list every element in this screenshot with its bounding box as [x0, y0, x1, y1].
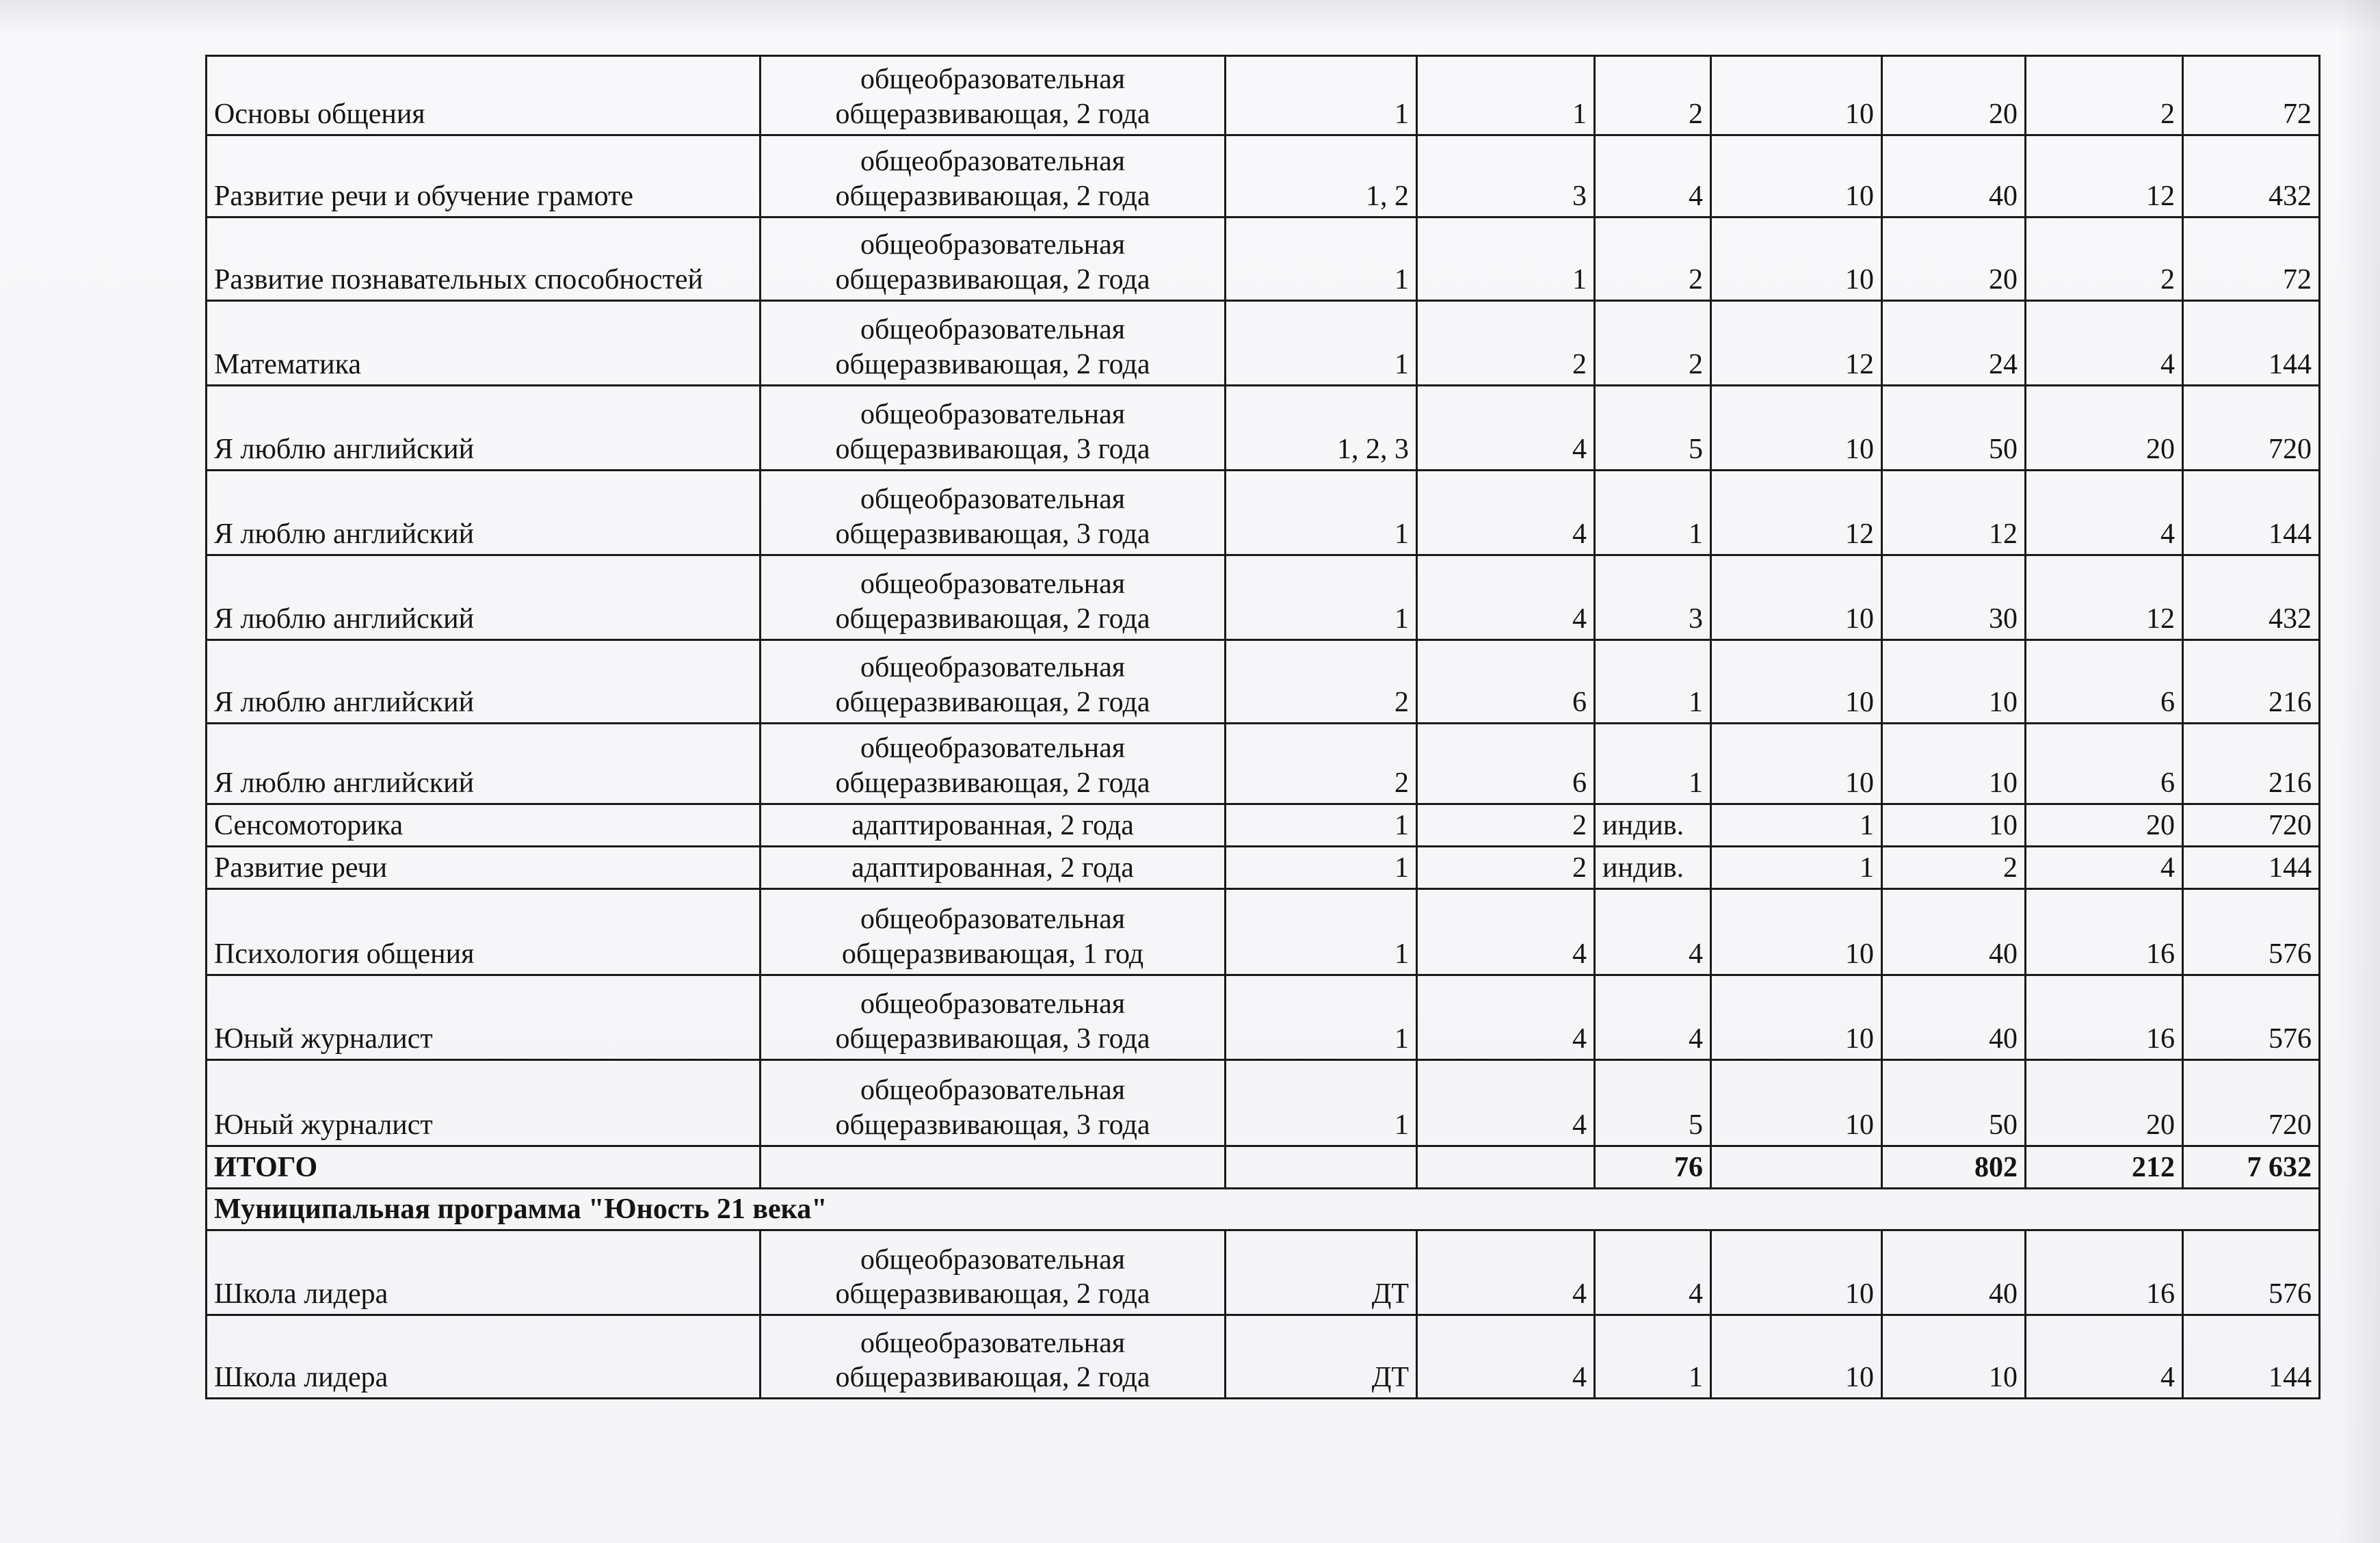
cell-col6: 20 [2026, 804, 2183, 847]
cell-col7: 144 [2183, 1315, 2320, 1399]
total-label: ИТОГО [207, 1146, 761, 1189]
program-type: общеобразовательная общеразвивающая, 2 года [761, 1315, 1226, 1399]
total-empty [761, 1146, 1226, 1189]
cell-col4: 10 [1711, 555, 1882, 640]
cell-col6: 4 [2026, 1315, 2183, 1399]
cell-col2: 1 [1417, 56, 1595, 135]
cell-col5: 50 [1882, 386, 2026, 471]
table-row [207, 724, 2320, 804]
cell-year: 1 [1226, 471, 1417, 555]
cell-col7: 720 [2183, 804, 2320, 847]
table-row [207, 1230, 2320, 1315]
table-row [207, 555, 2320, 640]
program-name: Сенсомоторика [207, 804, 761, 847]
total-col7: 7 632 [2183, 1146, 2320, 1189]
cell-col7: 216 [2183, 640, 2320, 724]
cell-col3: 1 [1595, 471, 1711, 555]
cell-col5: 2 [1882, 847, 2026, 889]
cell-col5: 20 [1882, 217, 2026, 301]
cell-col5: 10 [1882, 640, 2026, 724]
cell-year: 1 [1226, 804, 1417, 847]
cell-col7: 720 [2183, 1060, 2320, 1146]
cell-col5: 20 [1882, 56, 2026, 135]
cell-col2: 4 [1417, 1315, 1595, 1399]
cell-col4: 10 [1711, 386, 1882, 471]
cell-col6: 2 [2026, 56, 2183, 135]
scan-shadow-edge [2339, 0, 2380, 1543]
cell-col4: 10 [1711, 1230, 1882, 1315]
cell-col4: 10 [1711, 135, 1882, 217]
cell-year: 1 [1226, 217, 1417, 301]
table-row [207, 640, 2320, 724]
cell-col2: 4 [1417, 386, 1595, 471]
cell-col6: 2 [2026, 217, 2183, 301]
cell-year: 1 [1226, 889, 1417, 975]
table-row [207, 847, 2320, 889]
cell-col3: 4 [1595, 1230, 1711, 1315]
cell-col3: 2 [1595, 301, 1711, 386]
program-name: Основы общения [207, 56, 761, 135]
table-row [207, 1060, 2320, 1146]
cell-col4: 1 [1711, 847, 1882, 889]
cell-col5: 30 [1882, 555, 2026, 640]
cell-col2: 6 [1417, 724, 1595, 804]
cell-year: 2 [1226, 640, 1417, 724]
program-name: Я люблю английский [207, 640, 761, 724]
cell-col7: 72 [2183, 56, 2320, 135]
program-name: Школа лидера [207, 1315, 761, 1399]
cell-col5: 40 [1882, 975, 2026, 1060]
cell-col3: 1 [1595, 724, 1711, 804]
cell-year: 2 [1226, 724, 1417, 804]
cell-col5: 40 [1882, 135, 2026, 217]
cell-col7: 72 [2183, 217, 2320, 301]
cell-col4: 10 [1711, 217, 1882, 301]
cell-col3: 4 [1595, 975, 1711, 1060]
program-type: адаптированная, 2 года [761, 804, 1226, 847]
program-name: Я люблю английский [207, 724, 761, 804]
table-row [207, 889, 2320, 975]
program-type: общеобразовательная общеразвивающая, 2 года [761, 1230, 1226, 1315]
total-empty [1711, 1146, 1882, 1189]
cell-year: ДТ [1226, 1315, 1417, 1399]
total-row [207, 1146, 2320, 1189]
cell-col4: 12 [1711, 301, 1882, 386]
program-type: общеобразовательная общеразвивающая, 2 года [761, 301, 1226, 386]
cell-col2: 4 [1417, 1230, 1595, 1315]
cell-col7: 144 [2183, 847, 2320, 889]
cell-col3: 2 [1595, 56, 1711, 135]
cell-col4: 12 [1711, 471, 1882, 555]
cell-col3: 1 [1595, 1315, 1711, 1399]
cell-year: 1, 2 [1226, 135, 1417, 217]
program-type: общеобразовательная общеразвивающая, 1 год [761, 889, 1226, 975]
cell-col2: 3 [1417, 135, 1595, 217]
cell-col5: 12 [1882, 471, 2026, 555]
cell-col7: 720 [2183, 386, 2320, 471]
cell-col6: 20 [2026, 386, 2183, 471]
cell-col7: 576 [2183, 1230, 2320, 1315]
cell-col6: 6 [2026, 724, 2183, 804]
program-type: общеобразовательная общеразвивающая, 2 года [761, 135, 1226, 217]
table-row [207, 135, 2320, 217]
total-empty [1417, 1146, 1595, 1189]
cell-year: ДТ [1226, 1230, 1417, 1315]
cell-col7: 144 [2183, 301, 2320, 386]
cell-col3: 4 [1595, 135, 1711, 217]
cell-col7: 432 [2183, 555, 2320, 640]
program-name: Я люблю английский [207, 471, 761, 555]
cell-col4: 10 [1711, 1060, 1882, 1146]
cell-col2: 4 [1417, 1060, 1595, 1146]
total-empty [1226, 1146, 1417, 1189]
cell-col3: индив. [1595, 804, 1711, 847]
cell-col6: 12 [2026, 555, 2183, 640]
cell-year: 1 [1226, 1060, 1417, 1146]
program-name: Школа лидера [207, 1230, 761, 1315]
cell-col6: 4 [2026, 471, 2183, 555]
cell-col2: 6 [1417, 640, 1595, 724]
program-name: Психология общения [207, 889, 761, 975]
cell-col5: 40 [1882, 1230, 2026, 1315]
cell-col3: 3 [1595, 555, 1711, 640]
cell-col6: 16 [2026, 1230, 2183, 1315]
program-type: общеобразовательная общеразвивающая, 2 года [761, 555, 1226, 640]
table-row [207, 301, 2320, 386]
table-row [207, 471, 2320, 555]
cell-col2: 4 [1417, 555, 1595, 640]
cell-col5: 10 [1882, 804, 2026, 847]
program-type: общеобразовательная общеразвивающая, 3 года [761, 1060, 1226, 1146]
cell-col2: 1 [1417, 217, 1595, 301]
table-row [207, 386, 2320, 471]
program-name: Развитие познавательных способностей [207, 217, 761, 301]
program-type: общеобразовательная общеразвивающая, 3 года [761, 975, 1226, 1060]
cell-year: 1, 2, 3 [1226, 386, 1417, 471]
cell-col6: 6 [2026, 640, 2183, 724]
cell-col2: 4 [1417, 471, 1595, 555]
cell-col7: 144 [2183, 471, 2320, 555]
table-row [207, 804, 2320, 847]
cell-col4: 1 [1711, 804, 1882, 847]
cell-year: 1 [1226, 301, 1417, 386]
section-title: Муниципальная программа "Юность 21 века" [207, 1189, 2320, 1230]
table-row [207, 1315, 2320, 1399]
total-col5: 802 [1882, 1146, 2026, 1189]
cell-col6: 4 [2026, 847, 2183, 889]
total-col3: 76 [1595, 1146, 1711, 1189]
cell-col5: 40 [1882, 889, 2026, 975]
program-name: Развитие речи и обучение грамоте [207, 135, 761, 217]
cell-col4: 10 [1711, 889, 1882, 975]
program-type: общеобразовательная общеразвивающая, 2 года [761, 217, 1226, 301]
cell-col7: 432 [2183, 135, 2320, 217]
cell-col3: 4 [1595, 889, 1711, 975]
cell-col4: 10 [1711, 640, 1882, 724]
program-type: общеобразовательная общеразвивающая, 3 года [761, 471, 1226, 555]
table-row [207, 975, 2320, 1060]
cell-year: 1 [1226, 847, 1417, 889]
cell-col4: 10 [1711, 56, 1882, 135]
section-header-row [207, 1189, 2320, 1230]
cell-col3: 2 [1595, 217, 1711, 301]
program-name: Я люблю английский [207, 555, 761, 640]
cell-col5: 10 [1882, 1315, 2026, 1399]
program-type: общеобразовательная общеразвивающая, 3 года [761, 386, 1226, 471]
cell-col2: 2 [1417, 804, 1595, 847]
cell-year: 1 [1226, 56, 1417, 135]
cell-col7: 576 [2183, 975, 2320, 1060]
cell-col3: индив. [1595, 847, 1711, 889]
cell-col4: 10 [1711, 724, 1882, 804]
cell-col5: 50 [1882, 1060, 2026, 1146]
cell-col2: 4 [1417, 889, 1595, 975]
cell-col2: 2 [1417, 301, 1595, 386]
cell-col3: 5 [1595, 386, 1711, 471]
cell-col2: 2 [1417, 847, 1595, 889]
cell-col4: 10 [1711, 975, 1882, 1060]
program-name: Юный журналист [207, 975, 761, 1060]
cell-col3: 1 [1595, 640, 1711, 724]
scan-shadow-top [0, 0, 2380, 34]
total-col6: 212 [2026, 1146, 2183, 1189]
table-row [207, 217, 2320, 301]
cell-col3: 5 [1595, 1060, 1711, 1146]
program-name: Развитие речи [207, 847, 761, 889]
cell-col2: 4 [1417, 975, 1595, 1060]
cell-col6: 20 [2026, 1060, 2183, 1146]
cell-col5: 24 [1882, 301, 2026, 386]
cell-col5: 10 [1882, 724, 2026, 804]
program-name: Юный журналист [207, 1060, 761, 1146]
program-type: общеобразовательная общеразвивающая, 2 года [761, 640, 1226, 724]
table-row [207, 56, 2320, 135]
cell-col4: 10 [1711, 1315, 1882, 1399]
cell-col6: 16 [2026, 889, 2183, 975]
cell-col7: 216 [2183, 724, 2320, 804]
cell-col6: 12 [2026, 135, 2183, 217]
cell-year: 1 [1226, 975, 1417, 1060]
program-type: адаптированная, 2 года [761, 847, 1226, 889]
cell-col7: 576 [2183, 889, 2320, 975]
cell-year: 1 [1226, 555, 1417, 640]
program-type: общеобразовательная общеразвивающая, 2 года [761, 56, 1226, 135]
cell-col6: 16 [2026, 975, 2183, 1060]
program-name: Я люблю английский [207, 386, 761, 471]
program-name: Математика [207, 301, 761, 386]
program-type: общеобразовательная общеразвивающая, 2 года [761, 724, 1226, 804]
cell-col6: 4 [2026, 301, 2183, 386]
program-table [205, 55, 2320, 1399]
